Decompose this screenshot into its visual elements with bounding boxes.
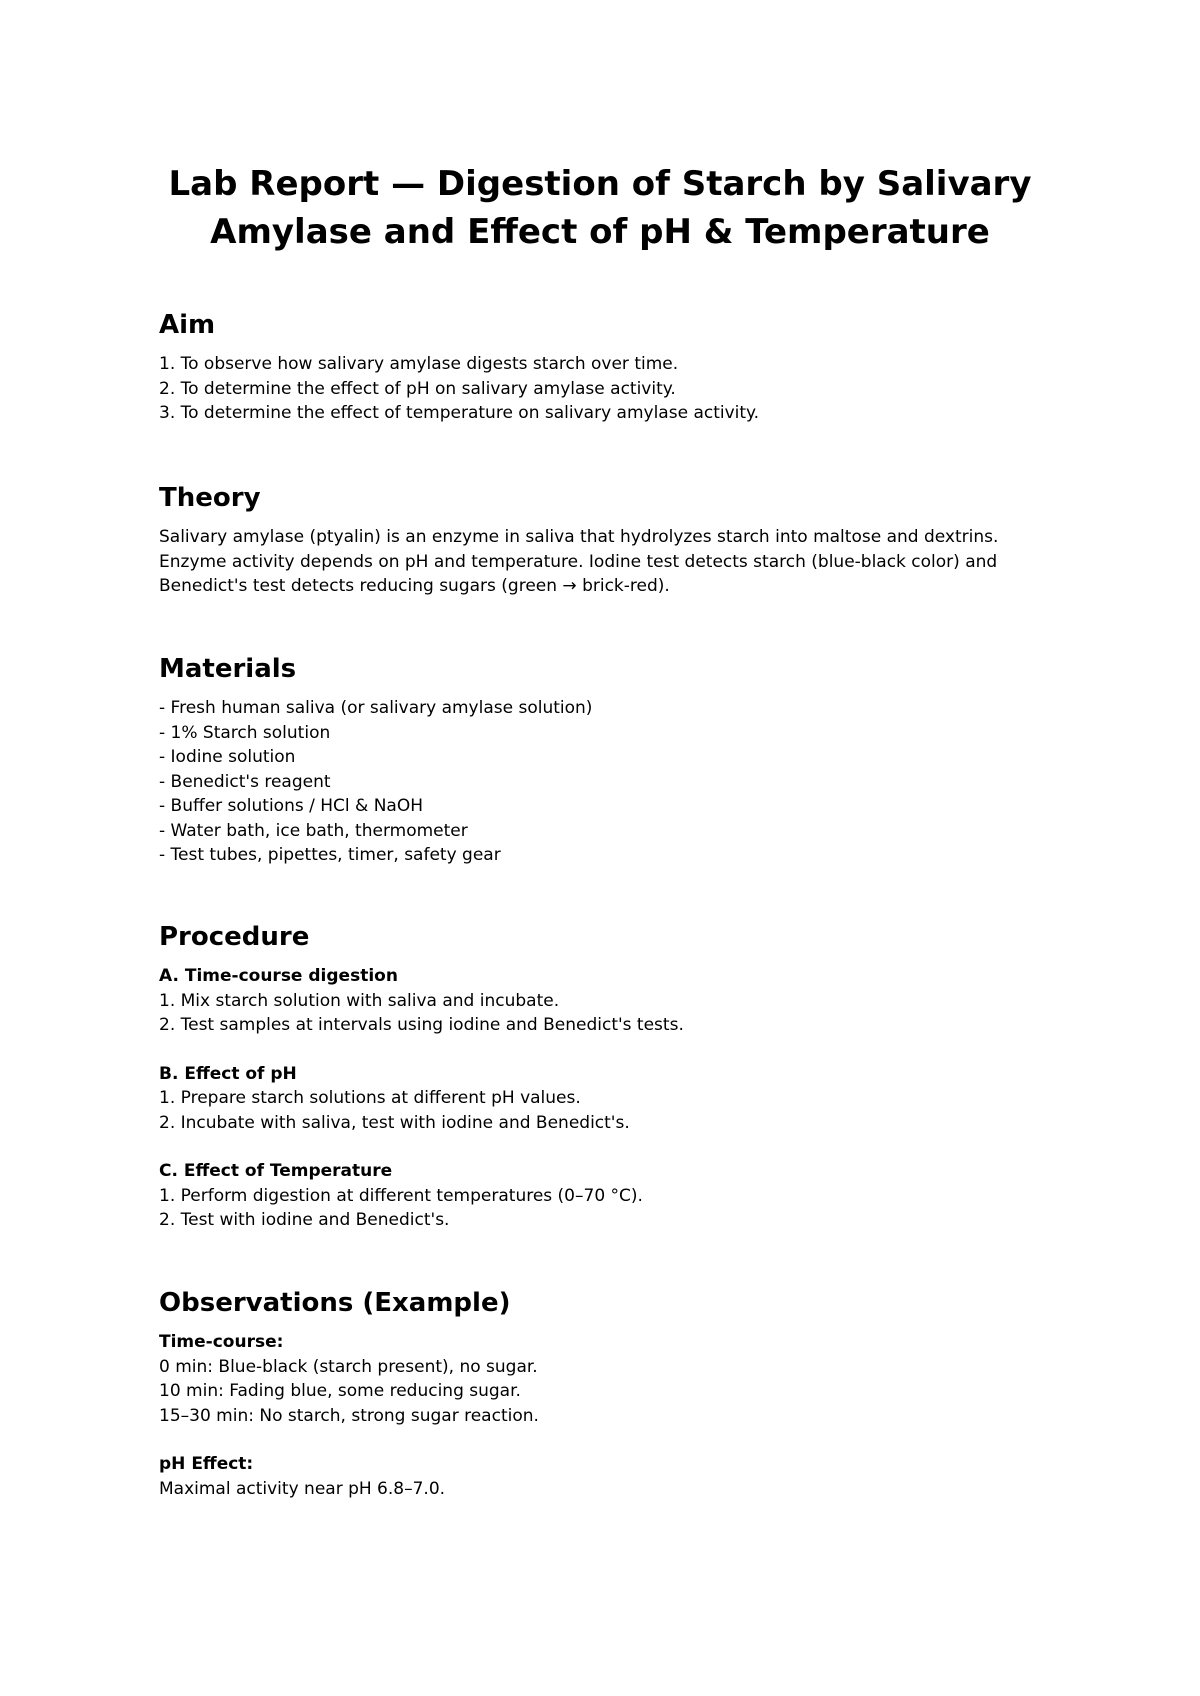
theory-line: Benedict's test detects reducing sugars (green → brick-red). [159, 576, 670, 596]
observations-ph-effect [159, 1452, 1059, 1501]
materials-item: - Buffer solutions / HCl & NaOH [159, 796, 423, 816]
title-line-2: Amylase and Effect of pH & Temperature [210, 212, 990, 252]
procedure-step: 1. Perform digestion at different temperatures (0–70 °C). [159, 1185, 643, 1206]
observation-line: 15–30 min: No starch, strong sugar reaction. [159, 1405, 539, 1426]
procedure-step: 2. Test samples at intervals using iodine and Benedict's tests. [159, 1015, 684, 1035]
materials-item: - Benedict's reagent [159, 771, 331, 792]
time-course-title: Time-course: [159, 1332, 284, 1352]
observation-line: 0 min: Blue-black (starch present), no sugar. [159, 1356, 538, 1377]
procedure-part-c [159, 1159, 1059, 1233]
procedure-a-title: A. Time-course digestion [159, 966, 398, 986]
theory-line: Enzyme activity depends on pH and temperature. Iodine test detects starch (blue-black color) and [159, 551, 998, 572]
theory-heading: Theory [159, 483, 261, 513]
procedure-step: 1. Prepare starch solutions at different pH values. [159, 1088, 581, 1108]
aim-section [159, 308, 1059, 426]
theory-line: Salivary amylase (ptyalin) is an enzyme in saliva that hydrolyzes starch into maltose and dextrins. [159, 527, 999, 547]
materials-item: - Fresh human saliva (or salivary amylase solution) [159, 698, 593, 718]
procedure-step: 2. Test with iodine and Benedict's. [159, 1210, 450, 1230]
title-line-1: Lab Report — Digestion of Starch by Salivary [168, 164, 1032, 204]
procedure-step: 2. Incubate with saliva, test with iodine and Benedict's. [159, 1112, 630, 1133]
aim-heading: Aim [159, 310, 216, 340]
observation-line: Maximal activity near pH 6.8–7.0. [159, 1478, 446, 1499]
materials-section [159, 652, 1059, 868]
procedure-heading: Procedure [159, 922, 310, 952]
materials-item: - Water bath, ice bath, thermometer [159, 820, 468, 841]
procedure-part-b [159, 1062, 1059, 1136]
aim-item: 3. To determine the effect of temperature on salivary amylase activity. [159, 403, 760, 423]
aim-item: 1. To observe how salivary amylase digests starch over time. [159, 354, 679, 374]
materials-item: - 1% Starch solution [159, 722, 331, 743]
materials-item: - Iodine solution [159, 747, 296, 767]
theory-paragraph [159, 525, 1059, 599]
procedure-b-title: B. Effect of pH [159, 1063, 297, 1084]
theory-section [159, 481, 1059, 599]
document-title [150, 160, 1050, 256]
materials-list [159, 696, 1059, 868]
procedure-c-title: C. Effect of Temperature [159, 1161, 393, 1181]
procedure-step: 1. Mix starch solution with saliva and incubate. [159, 990, 560, 1011]
materials-item: - Test tubes, pipettes, timer, safety gear [159, 845, 501, 865]
procedure-part-a [159, 964, 1059, 1038]
observations-heading: Observations (Example) [159, 1288, 511, 1318]
procedure-section [159, 920, 1059, 1233]
aim-list [159, 352, 1059, 426]
observation-line: 10 min: Fading blue, some reducing sugar. [159, 1381, 521, 1401]
ph-effect-title: pH Effect: [159, 1454, 254, 1474]
observations-section [159, 1286, 1059, 1501]
aim-item: 2. To determine the effect of pH on salivary amylase activity. [159, 378, 676, 399]
materials-heading: Materials [159, 654, 297, 684]
observations-time-course [159, 1330, 1059, 1428]
